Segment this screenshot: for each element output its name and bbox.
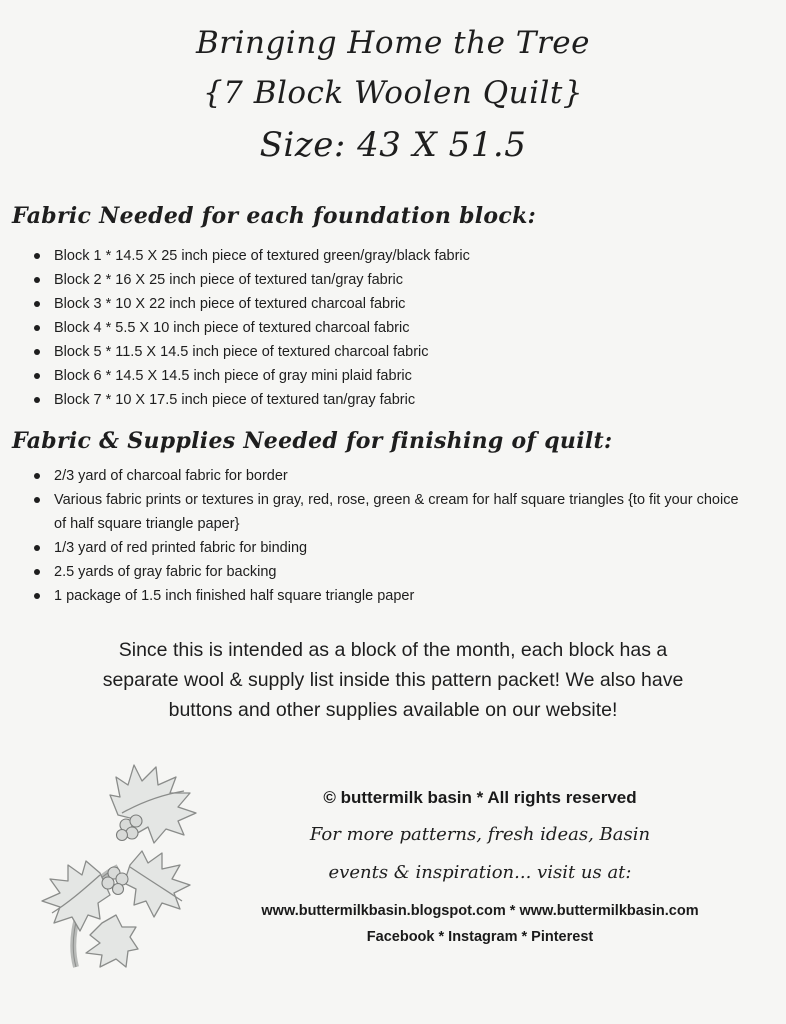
list-item: Block 4 * 5.5 X 10 inch piece of textured charcoal fabric (32, 316, 732, 340)
list-item: Block 5 * 11.5 X 14.5 inch piece of textured charcoal fabric (32, 340, 732, 364)
list-item: 2/3 yard of charcoal fabric for border (32, 464, 752, 488)
credits-block (170, 784, 786, 950)
note-line: buttons and other supplies available on our website! (168, 699, 618, 721)
list-item: Block 1 * 14.5 X 25 inch piece of textured green/gray/black fabric (32, 244, 732, 268)
block-of-month-note (0, 635, 786, 725)
promo-line: events & inspiration... visit us at: (328, 862, 632, 883)
list-item: Block 2 * 16 X 25 inch piece of textured tan/gray fabric (32, 268, 732, 292)
promo-line: For more patterns, fresh ideas, Basin (309, 824, 651, 845)
page-subtitle: {7 Block Woolen Quilt} (202, 75, 584, 111)
finishing-heading: Fabric & Supplies Needed for finishing of quilt: (12, 428, 613, 454)
list-item: Block 7 * 10 X 17.5 inch piece of textured tan/gray fabric (32, 388, 732, 412)
list-item: Block 6 * 14.5 X 14.5 inch piece of gray mini plaid fabric (32, 364, 732, 388)
copyright-notice: © buttermilk basin * All rights reserved (323, 788, 637, 807)
list-item: 2.5 yards of gray fabric for backing (32, 560, 752, 584)
quilt-size: Size: 43 X 51.5 (259, 125, 527, 165)
foundation-list (32, 244, 732, 412)
list-item: Block 3 * 10 X 22 inch piece of textured charcoal fabric (32, 292, 732, 316)
list-item: 1/3 yard of red printed fabric for binding (32, 536, 752, 560)
page-title: Bringing Home the Tree (195, 25, 590, 61)
note-line: Since this is intended as a block of the month, each block has a (118, 639, 668, 661)
foundation-heading: Fabric Needed for each foundation block: (12, 203, 537, 229)
note-line: separate wool & supply list inside this pattern packet! We also have (102, 669, 684, 691)
finishing-list (32, 464, 752, 608)
social-links: Facebook * Instagram * Pinterest (366, 929, 594, 945)
title-block (0, 18, 786, 172)
list-item: Various fabric prints or textures in gray, red, rose, green & cream for half square triangles {to fit your choice of half square triangle paper} (32, 488, 752, 536)
list-item: 1 package of 1.5 inch finished half square triangle paper (32, 584, 752, 608)
website-links: www.buttermilkbasin.blogspot.com * www.buttermilkbasin.com (261, 903, 699, 919)
